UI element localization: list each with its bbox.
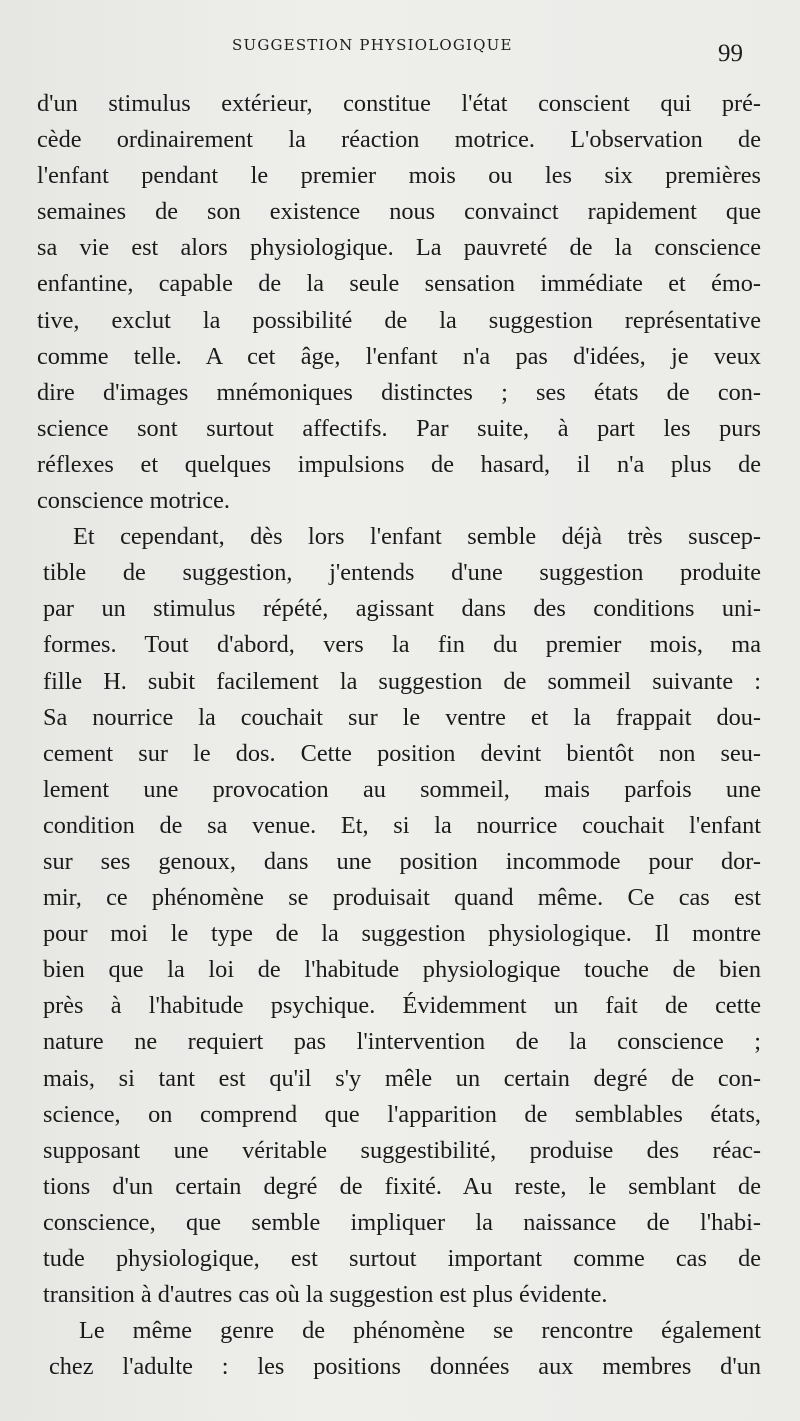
text-line: réflexes et quelques impulsions de hasard, il n'a plus de xyxy=(37,450,761,478)
text-line: Le même genre de phénomène se rencontre également xyxy=(79,1317,761,1345)
running-head: SUGGESTION PHYSIOLOGIQUE xyxy=(232,36,513,54)
text-line: Et cependant, dès lors l'enfant semble déjà très suscep- xyxy=(73,523,761,551)
text-line: cède ordinairement la réaction motrice. L'observation de xyxy=(37,126,761,154)
text-line: sur ses genoux, dans une position incommode pour dor- xyxy=(43,847,761,875)
text-line: l'enfant pendant le premier mois ou les six premières xyxy=(37,162,761,190)
paragraph-3 xyxy=(49,1313,761,1385)
paragraph-1 xyxy=(37,86,761,519)
text-line: enfantine, capable de la seule sensation immédiate et émo- xyxy=(37,270,761,298)
text-line: bien que la loi de l'habitude physiologique touche de bien xyxy=(43,956,761,984)
text-line: Sa nourrice la couchait sur le ventre et la frappait dou- xyxy=(43,703,761,731)
text-line: sa vie est alors physiologique. La pauvreté de la conscience xyxy=(37,234,761,262)
text-line: nature ne requiert pas l'intervention de la conscience ; xyxy=(43,1028,761,1056)
text-line: science sont surtout affectifs. Par suite, à part les purs xyxy=(37,414,761,442)
text-line: par un stimulus répété, agissant dans des conditions uni- xyxy=(43,595,761,623)
text-line: fille H. subit facilement la suggestion de sommeil suivante : xyxy=(43,667,761,695)
text-line: cement sur le dos. Cette position devint bientôt non seu- xyxy=(43,739,761,767)
text-line: dire d'images mnémoniques distinctes ; ses états de con- xyxy=(37,378,761,406)
text-line: transition à d'autres cas où la suggestion est plus évidente. xyxy=(43,1281,608,1309)
text-line: semaines de son existence nous convainct rapidement que xyxy=(37,198,761,226)
text-line: condition de sa venue. Et, si la nourrice couchait l'enfant xyxy=(43,811,761,839)
text-line: pour moi le type de la suggestion physiologique. Il montre xyxy=(43,920,761,948)
text-line: chez l'adulte : les positions données aux membres d'un xyxy=(49,1353,761,1381)
paragraph-2 xyxy=(43,519,761,1313)
text-line: tude physiologique, est surtout important comme cas de xyxy=(43,1245,761,1272)
text-line: science, on comprend que l'apparition de semblables états, xyxy=(43,1100,761,1128)
text-line: supposant une véritable suggestibilité, produise des réac- xyxy=(43,1136,761,1164)
text-line: tive, exclut la possibilité de la suggestion représentative xyxy=(37,306,761,334)
body-text xyxy=(37,86,761,1385)
text-line: mir, ce phénomène se produisait quand même. Ce cas est xyxy=(43,884,761,912)
page-number: 99 xyxy=(718,40,743,67)
text-line: lement une provocation au sommeil, mais parfois une xyxy=(43,775,761,803)
text-line: comme telle. A cet âge, l'enfant n'a pas d'idées, je veux xyxy=(37,342,761,370)
text-line: tions d'un certain degré de fixité. Au reste, le semblant de xyxy=(43,1172,761,1200)
text-line: près à l'habitude psychique. Évidemment un fait de cette xyxy=(43,992,761,1020)
text-line: formes. Tout d'abord, vers la fin du premier mois, ma xyxy=(43,631,761,659)
text-line: d'un stimulus extérieur, constitue l'état conscient qui pré- xyxy=(37,90,761,117)
text-line: mais, si tant est qu'il s'y mêle un certain degré de con- xyxy=(43,1064,761,1092)
text-line: conscience motrice. xyxy=(37,487,230,515)
text-line: tible de suggestion, j'entends d'une suggestion produite xyxy=(43,559,761,587)
text-line: conscience, que semble impliquer la naissance de l'habi- xyxy=(43,1208,761,1236)
